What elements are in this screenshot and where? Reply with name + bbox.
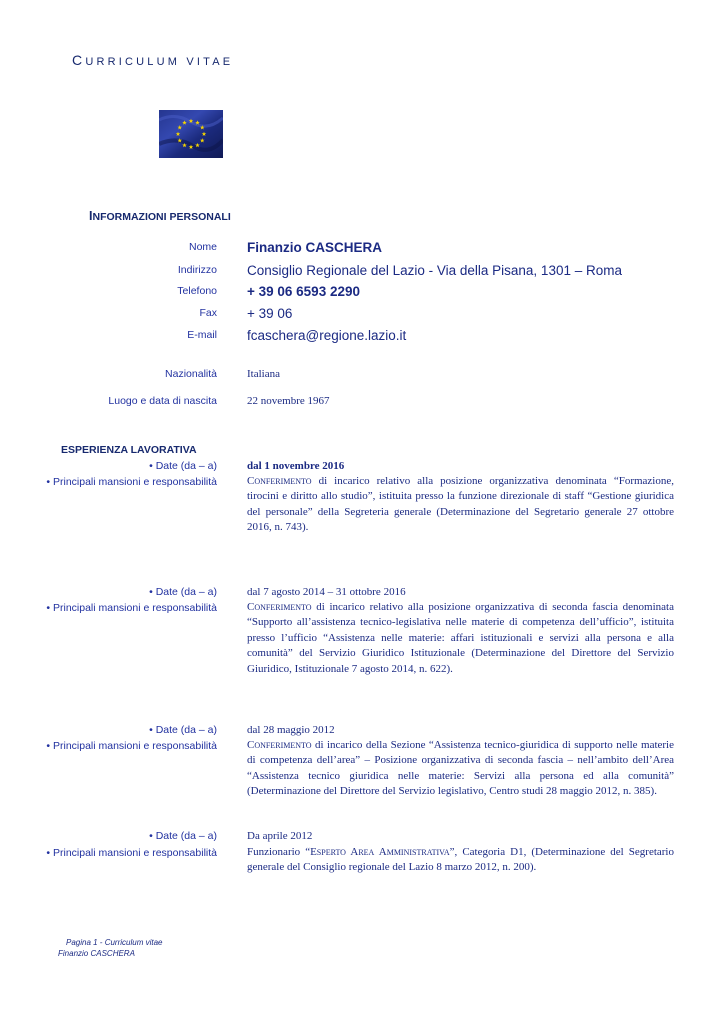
label-date: • Date (da – a) xyxy=(149,830,217,842)
value-nationality: Italiana xyxy=(247,368,280,380)
experience-date: dal 28 maggio 2012 xyxy=(247,724,335,736)
label-duties: • Principali mansioni e responsabilità xyxy=(46,602,217,614)
experience-description: Conferimento di incarico relativo alla posizione organizzativa di seconda fascia denominata “Supporto all’assistenza tecnico-legislativa nelle materie di competenza dell’ufficio”, istituita presso l’ufficio “Assistenza nelle materie: affari istituzionali e servizi alla persona e alla comunità” del Servizio Giuridico Istituzionale (Determinazione del Direttore del Servizio Giuridico, Istituzionale 7 agosto 2014, n. 622). xyxy=(247,601,674,675)
experience-date: dal 7 agosto 2014 – 31 ottobre 2016 xyxy=(247,586,406,598)
experience-description: Conferimento di incarico relativo alla posizione organizzativa denominata “Formazione, tirocini e diritto allo studio”, istituita presso la funzione direzionale di staff “Gestione giuridica del personale” della Segreteria generale (Determinazione del Segretario generale 27 ottobre 2016, n. 743). xyxy=(247,475,674,534)
experience-description: Funzionario “Esperto Area Amministrativa”, Categoria D1, (Determinazione del Segretario generale del Consiglio regionale del Lazio 8 marzo 2012, n. 200). xyxy=(247,846,674,874)
label-name: Nome xyxy=(188,241,217,253)
footer-page: Pagina 1 - Curriculum vitae xyxy=(66,938,163,947)
value-email[interactable]: fcaschera@regione.lazio.it xyxy=(247,328,407,343)
value-fax: + 39 06 xyxy=(247,306,293,321)
value-name: Finanzio CASCHERA xyxy=(247,240,382,255)
label-phone: Telefono xyxy=(177,285,217,297)
section-title-experience: ESPERIENZA LAVORATIVA xyxy=(61,444,197,456)
label-date: • Date (da – a) xyxy=(149,460,217,472)
label-duties: • Principali mansioni e responsabilità xyxy=(46,476,217,488)
label-nationality: Nazionalità xyxy=(165,368,217,380)
label-birth: Luogo e data di nascita xyxy=(108,395,217,407)
cv-title: CURRICULUM VITAE xyxy=(72,52,234,68)
label-duties: • Principali mansioni e responsabilità xyxy=(46,847,217,859)
label-date: • Date (da – a) xyxy=(149,586,217,598)
value-birth: 22 novembre 1967 xyxy=(247,395,330,407)
experience-date: Da aprile 2012 xyxy=(247,830,313,842)
eu-flag-logo xyxy=(159,110,223,158)
experience-date: dal 1 novembre 2016 xyxy=(247,460,345,472)
label-fax: Fax xyxy=(199,307,217,319)
label-address: Indirizzo xyxy=(177,264,217,276)
label-duties: • Principali mansioni e responsabilità xyxy=(46,740,217,752)
label-date: • Date (da – a) xyxy=(149,724,217,736)
value-address: Consiglio Regionale del Lazio - Via della Pisana, 1301 – Roma xyxy=(247,263,622,278)
value-phone: + 39 06 6593 2290 xyxy=(247,284,360,299)
label-email: E-mail xyxy=(187,329,217,341)
section-title-personal: INFORMAZIONI PERSONALI xyxy=(89,209,231,223)
footer-name: Finanzio CASCHERA xyxy=(58,949,135,958)
experience-description: Conferimento di incarico della Sezione “Assistenza tecnico-giuridica di supporto nelle materie di competenza dell’area” – Posizione organizzativa di seconda fascia – nell’ambito dell’Area “Assistenza tecnico giuridica nelle materie: Servizi alla persona ed alla comunità” (Determinazione del Direttore del Servizio legislativo, Centro studi 28 maggio 2012, n. 385). xyxy=(247,739,674,798)
